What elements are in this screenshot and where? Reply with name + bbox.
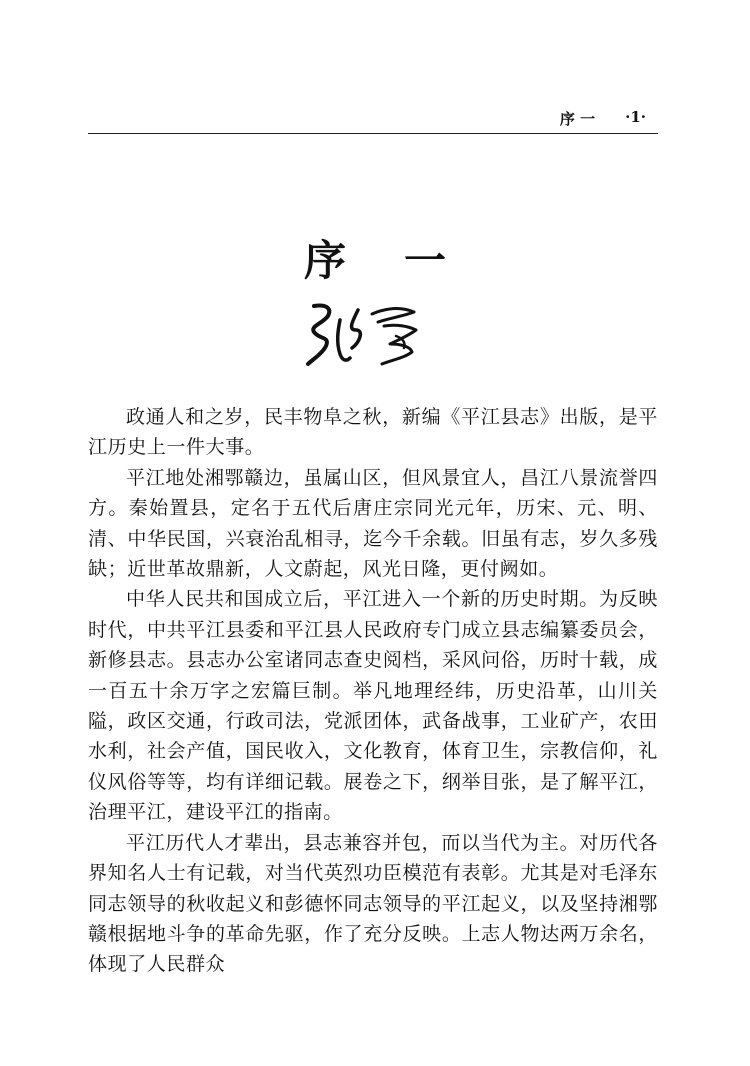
paragraph-2: 平江地处湘鄂赣边，虽属山区，但风景宜人，昌江八景流誉四方。秦始置县，定名于五代后唐庄宗同光元年，历宋、元、明、清、中华民国，兴衰治乱相寻，迄今千余载。旧虽有志，岁久多残缺；近世革故鼎新，人文蔚起，风光日隆，更付阙如。: [88, 466, 658, 581]
paragraph-3: 中华人民共和国成立后，平江进入一个新的历史时期。为反映时代，中共平江县委和平江县人民政府专门成立县志编纂委员会，新修县志。县志办公室诸同志查史阅档，采风问俗，历时十载，成一百五十余万字之宏篇巨制。举凡地理经纬，历史沿革，山川关隘，政区交通，行政司法，党派团体，武备战事，工业矿产，农田水利，社会产值，国民收入，文化教育，体育卫生，宗教信仰，礼仪风俗等等，均有详细记载。展卷之下，纲举目张，是了解平江，治理平江，建设平江的指南。: [88, 588, 658, 824]
running-head-title: 序 一: [559, 110, 596, 128]
paragraph-1: 政通人和之岁，民丰物阜之秋，新编《平江县志》出版，是平江历史上一件大事。: [88, 406, 658, 459]
chapter-title: 序一: [303, 236, 504, 285]
page-number: ·1·: [625, 108, 646, 126]
handwritten-signature: [300, 290, 430, 370]
running-head: [560, 108, 646, 129]
body-text: [88, 402, 658, 980]
header-rule: [88, 133, 658, 134]
paragraph-4: 平江历代人才辈出，县志兼容并包，而以当代为主。对历代各界知名人士有记载，对当代英烈功臣模范有表彰。尤其是对毛泽东同志领导的秋收起义和彭德怀同志领导的平江起义，以及坚持湘鄂赣根据地斗争的革命先驱，作了充分反映。上志人物达两万余名，体现了人民群众: [88, 831, 658, 976]
